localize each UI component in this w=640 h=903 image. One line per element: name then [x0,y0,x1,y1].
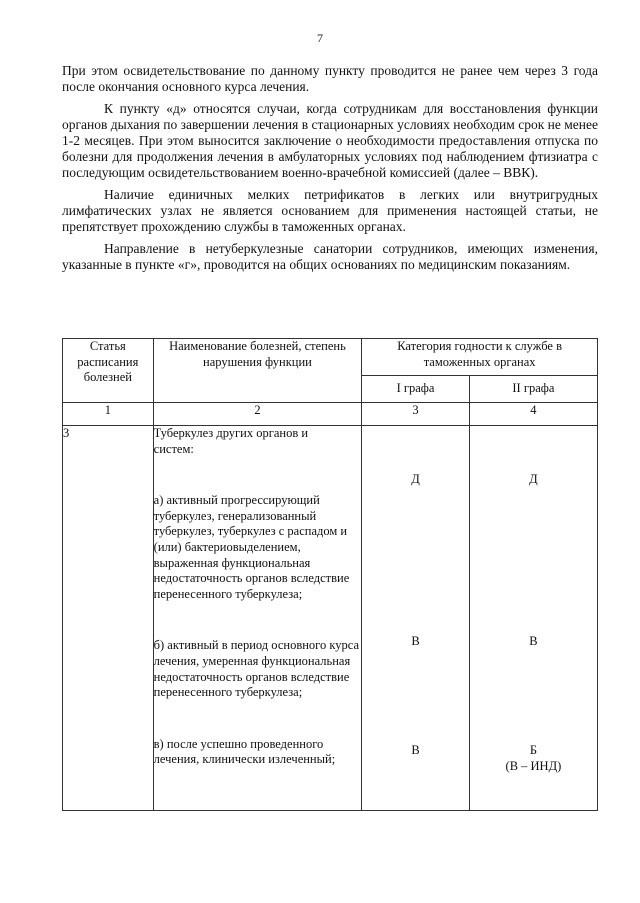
page-number: 7 [317,31,323,45]
paragraph: Направление в нетуберкулезные санатории сотрудников, имеющих изменения, указанные в пункте «г», проводится на общих основаниях по медицинским показаниям. [62,241,598,272]
disease-description [153,426,362,811]
header-graph-2: II графа [469,376,597,403]
category-c-graph-1: В [411,743,420,758]
paragraph: Наличие единичных мелких петрификатов в легких или внутригрудных лимфатических узлах не является основанием для применения настоящей статьи, не препятствует прохождению службы в таможенных органах. [62,187,598,234]
body-text [62,63,598,279]
graph-1-categories [362,426,470,811]
category-b-graph-2: В [529,633,538,648]
category-a-graph-2: Д [529,472,538,486]
disease-title: Туберкулез других органов и систем: [153,426,309,456]
article-number: 3 [63,426,154,811]
paragraph: К пункту «д» относятся случаи, когда сотрудникам для восстановления функции органов дыхания по завершении лечения в стационарных условиях необходим срок не менее 1-2 месяцев. При этом выносится заключение о необходимости предоставления отпуска по болезни для продолжения лечения в амбулаторных условиях под наблюдением фтизиатра с последующим освидетельствованием военно-врачебной комиссией (далее – ВВК). [62,101,598,180]
column-number: 1 [63,403,154,426]
disease-item-b: б) активный в период основного курса лечения, умеренная функциональная недостаточность органов вследствие перенесенного туберкулеза; [153,638,360,700]
header-graph-1: I графа [362,376,470,403]
paragraph: При этом освидетельствование по данному пункту проводится не ранее чем через 3 года после окончания основного курса лечения. [62,63,598,94]
column-number: 2 [153,403,362,426]
column-number: 4 [469,403,597,426]
header-category: Категория годности к службе в таможенных органах [362,339,598,376]
category-c-graph-2: Б [529,743,537,758]
graph-2-categories [469,426,597,811]
fitness-category-table [62,338,598,811]
category-c-graph-2-note: (В – ИНД) [505,758,562,773]
category-a-graph-1: Д [411,472,420,486]
column-number: 3 [362,403,470,426]
disease-item-c: в) после успешно проведенного лечения, клинически излеченный; [153,736,336,767]
header-article: Статья расписания болезней [63,339,154,403]
category-b-graph-1: В [411,633,420,648]
header-disease: Наименование болезней, степень нарушения функции [153,339,362,403]
disease-item-a: а) активный прогрессирующий туберкулез, генерализованный туберкулез, туберкулез с распадом и (или) бактериовыделением, выраженная функциональная недостаточность органов вследствие перенесенного туберкулеза; [153,493,350,601]
